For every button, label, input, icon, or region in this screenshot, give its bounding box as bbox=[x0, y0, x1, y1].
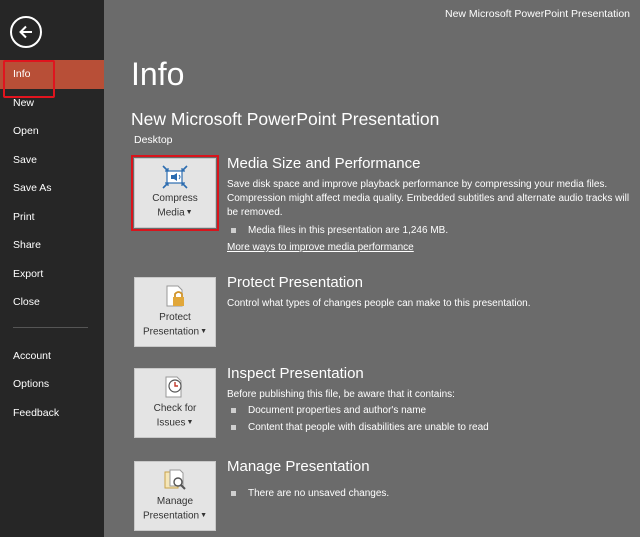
backstage-sidebar bbox=[0, 0, 104, 537]
nav-item-info[interactable]: Info bbox=[0, 60, 104, 89]
nav-item-close[interactable]: Close bbox=[13, 296, 40, 308]
nav-item-options[interactable]: Options bbox=[13, 378, 50, 390]
lock-document-icon bbox=[162, 284, 188, 308]
protect-presentation-button[interactable] bbox=[134, 277, 216, 347]
check-for-issues-button[interactable] bbox=[134, 368, 216, 438]
unsaved-changes-status: There are no unsaved changes. bbox=[227, 485, 640, 502]
window-title: New Microsoft PowerPoint Presentation bbox=[445, 8, 630, 20]
back-button[interactable] bbox=[10, 16, 42, 48]
back-arrow-icon bbox=[17, 23, 35, 41]
nav-item-share[interactable]: Share bbox=[13, 239, 42, 251]
section-description: Save disk space and improve playback performance by compressing your media files. Compression might affect media quality. Embedded subtitles and alternate audio tracks will be removed. Media files in this presentation are 1,246 MB. More ways to improve media performance bbox=[227, 178, 640, 255]
compress-media-label: Compress Media▼ bbox=[152, 193, 198, 218]
dropdown-caret-icon: ▼ bbox=[200, 327, 208, 335]
check-for-issues-label: Check for Issues▼ bbox=[153, 403, 197, 428]
page-title: Info bbox=[131, 56, 185, 92]
nav-item-export[interactable]: Export bbox=[13, 267, 44, 280]
section-description: Control what types of changes people can make to this presentation. bbox=[227, 298, 531, 309]
manage-document-icon bbox=[162, 468, 188, 492]
nav-item-print[interactable]: Print bbox=[13, 210, 35, 223]
dropdown-caret-icon: ▼ bbox=[186, 418, 194, 426]
media-performance-link[interactable]: More ways to improve media performance bbox=[227, 242, 414, 253]
nav-item-new[interactable]: New bbox=[13, 96, 35, 109]
dropdown-caret-icon: ▼ bbox=[200, 511, 208, 519]
section-description bbox=[227, 485, 640, 502]
section-heading: Media Size and Performance bbox=[227, 155, 421, 172]
nav-item-save[interactable]: Save bbox=[13, 153, 37, 166]
section-heading: Manage Presentation bbox=[227, 458, 370, 475]
nav-item-feedback[interactable]: Feedback bbox=[13, 406, 60, 419]
manage-presentation-button[interactable] bbox=[134, 461, 216, 531]
nav-item-save-as[interactable]: Save As bbox=[13, 182, 52, 194]
inspect-item: Document properties and author's name bbox=[227, 402, 640, 419]
manage-presentation-label: Manage Presentation▼ bbox=[142, 496, 208, 521]
document-title: New Microsoft PowerPoint Presentation bbox=[131, 109, 440, 129]
section-description: Before publishing this file, be aware that it contains: Document properties and author's name Content that people with disabilities are unable to read bbox=[227, 388, 640, 436]
protect-presentation-label: Protect Presentation▼ bbox=[142, 312, 208, 337]
inspect-item: Content that people with disabilities are unable to read bbox=[227, 419, 640, 436]
media-size-info: Media files in this presentation are 1,246 MB. bbox=[227, 222, 640, 239]
nav-item-account[interactable]: Account bbox=[13, 349, 51, 362]
dropdown-caret-icon: ▼ bbox=[185, 208, 193, 216]
nav-divider bbox=[13, 327, 88, 328]
inspect-document-icon bbox=[162, 375, 188, 399]
compress-media-button[interactable] bbox=[134, 158, 216, 228]
section-heading: Protect Presentation bbox=[227, 274, 363, 291]
document-location[interactable]: Desktop bbox=[134, 134, 173, 146]
section-heading: Inspect Presentation bbox=[227, 365, 364, 382]
backstage-nav bbox=[0, 60, 104, 427]
nav-item-open[interactable]: Open bbox=[13, 125, 39, 137]
compress-media-icon bbox=[162, 165, 188, 189]
